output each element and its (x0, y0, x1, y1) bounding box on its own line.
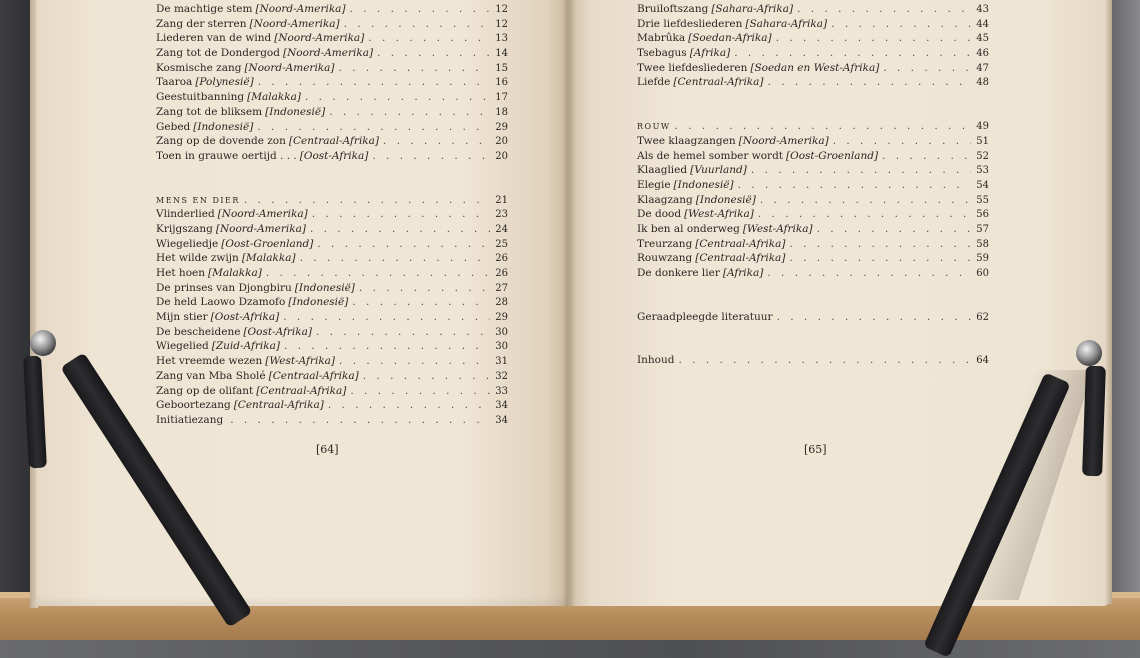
toc-page-number: 52 (976, 150, 989, 162)
toc-entry (156, 281, 508, 296)
dot-leader (883, 61, 971, 76)
section-title: ROUW (637, 122, 671, 132)
toc-region: [Noord-Amerika] (215, 222, 306, 235)
toc-title: De machtige stem (156, 3, 253, 15)
toc-entry (637, 310, 989, 325)
right-toc (637, 2, 989, 368)
dot-leader (283, 310, 490, 325)
toc-entry (637, 266, 989, 281)
toc-page-number: 23 (495, 209, 508, 221)
toc-region: [Indonesië] (294, 281, 355, 294)
dot-leader (316, 325, 490, 340)
dot-leader (789, 237, 971, 252)
dot-leader (678, 353, 971, 368)
toc-entry (637, 31, 989, 46)
toc-entry (637, 61, 989, 76)
toc-entry (156, 369, 508, 384)
toc-region: [West-Afrika] (265, 355, 336, 368)
toc-entry (156, 207, 508, 222)
dot-leader (372, 149, 490, 164)
toc-title: Ik ben al onderweg (637, 222, 740, 235)
dot-leader (339, 61, 490, 76)
toc-page-number: 59 (976, 253, 989, 265)
toc-entry (156, 120, 508, 135)
toc-region: [Indonesië] (265, 105, 326, 118)
toc-entry (156, 2, 508, 17)
dot-leader (317, 237, 490, 252)
toc-entry (156, 105, 508, 120)
toc-title: Het vreemde wezen (156, 355, 263, 368)
toc-title: Geraadpleegde literatuur (637, 310, 773, 323)
toc-title: De dood (637, 208, 682, 221)
toc-title: Klaaglied (637, 164, 688, 177)
toc-page-number: 30 (495, 326, 508, 338)
left-page-folio: [64] (316, 443, 339, 456)
dot-leader (368, 31, 490, 46)
toc-entry (156, 354, 508, 369)
toc-page-number: 12 (495, 18, 508, 30)
dot-leader (312, 207, 490, 222)
toc-region: [Indonesië] (193, 120, 254, 133)
toc-page-number: 14 (495, 48, 508, 60)
book-gutter (562, 0, 576, 606)
toc-region: [Noord-Amerika] (274, 32, 365, 45)
toc-region: [Soedan-Afrika] (688, 32, 772, 45)
dot-leader (329, 105, 490, 120)
dot-leader (817, 222, 971, 237)
toc-spacer (156, 164, 508, 193)
toc-title: De donkere lier (637, 267, 720, 279)
toc-entry (637, 17, 989, 32)
page-block-edge-right (1106, 0, 1112, 604)
dot-leader (777, 310, 971, 325)
toc-entry (156, 413, 508, 428)
toc-entry (156, 17, 508, 32)
toc-page-number: 43 (976, 4, 989, 15)
dot-leader (767, 266, 971, 281)
toc-page-number: 24 (495, 223, 508, 235)
toc-title: Rouwzang (637, 252, 693, 265)
toc-entry (637, 46, 989, 61)
dot-leader (738, 178, 971, 193)
toc-title: Zang op de dovende zon (156, 135, 286, 148)
toc-entry (156, 149, 508, 164)
dot-leader (244, 193, 490, 208)
toc-page-number: 20 (495, 136, 508, 148)
toc-title: Krijgszang (156, 222, 213, 235)
toc-entry (637, 149, 989, 164)
toc-region: [Malakka] (208, 267, 262, 279)
toc-region: [Oost-Afrika] (210, 311, 280, 324)
toc-region: [Indonesië] (673, 178, 734, 191)
toc-page-number: 47 (976, 62, 989, 74)
toc-region: [Centraal-Afrika] (695, 252, 786, 265)
toc-entry (156, 398, 508, 413)
toc-section-heading (156, 193, 508, 208)
toc-region: [Noord-Amerika] (244, 61, 335, 74)
toc-spacer (637, 281, 989, 310)
dot-leader (363, 369, 490, 384)
toc-page-number: 57 (976, 223, 989, 235)
toc-region: [Centraal-Afrika] (673, 76, 764, 89)
toc-page-number: 49 (976, 121, 989, 133)
left-toc-entries (156, 2, 508, 164)
dot-leader (760, 193, 971, 208)
toc-page-number: 25 (495, 238, 508, 250)
toc-entry (156, 295, 508, 310)
toc-title: Liefde (637, 76, 671, 89)
toc-page-number: 45 (976, 33, 989, 45)
toc-page-number: 17 (495, 92, 508, 104)
book-stand-right-post (1082, 366, 1106, 477)
toc-title: De held Laowo Dzamofo (156, 296, 286, 309)
toc-page-number: 60 (976, 268, 989, 279)
dot-leader (258, 75, 490, 90)
dot-leader (789, 251, 971, 266)
section-title: MENS EN DIER (156, 195, 240, 205)
toc-title: Toen in grauwe oertijd . . . (156, 149, 297, 162)
toc-title: Zang tot de bliksem (156, 105, 263, 118)
toc-title: Drie liefdesliederen (637, 17, 743, 30)
toc-entry (156, 90, 508, 105)
toc-entry (637, 75, 989, 90)
toc-page-number: 20 (495, 150, 508, 162)
toc-entry (637, 353, 989, 368)
toc-title: Als de hemel somber wordt (637, 149, 784, 162)
toc-title: Twee liefdesliederen (637, 61, 748, 74)
toc-page-number: 26 (495, 268, 508, 279)
toc-entry (156, 134, 508, 149)
toc-region: [Indonesië] (288, 296, 349, 309)
dot-leader (350, 2, 490, 17)
toc-page-number: 27 (495, 282, 508, 294)
toc-title: Wiegeliedje (156, 237, 219, 250)
dot-leader (352, 295, 490, 310)
toc-title: Wiegelied (156, 340, 209, 353)
toc-title: Treurzang (637, 237, 693, 250)
toc-page-number: 51 (976, 135, 989, 147)
dot-leader (284, 339, 490, 354)
toc-title: Inhoud (637, 354, 675, 367)
toc-title: Gebed (156, 120, 191, 133)
toc-page-number: 64 (976, 355, 989, 367)
dot-leader (305, 90, 490, 105)
toc-region: [Noord-Amerika] (249, 17, 340, 30)
toc-entry (156, 266, 508, 281)
toc-page-number: 29 (495, 312, 508, 324)
toc-entry (156, 237, 508, 252)
toc-entry (156, 46, 508, 61)
toc-page-number: 48 (976, 77, 989, 89)
toc-entry (156, 222, 508, 237)
toc-page-number: 44 (976, 18, 989, 30)
toc-title: Elegie (637, 178, 671, 191)
toc-entry (156, 31, 508, 46)
toc-page-number: 15 (495, 62, 508, 74)
right-page-folio: [65] (804, 443, 827, 456)
dot-leader (776, 31, 971, 46)
toc-page-number: 18 (495, 106, 508, 118)
dot-leader (734, 46, 971, 61)
dot-leader (230, 413, 490, 428)
toc-entry (156, 251, 508, 266)
toc-entry (156, 384, 508, 399)
toc-title: Zang van Mba Sholé (156, 369, 266, 382)
toc-title: Kosmische zang (156, 61, 242, 74)
toc-spacer (637, 324, 989, 353)
toc-entry (637, 178, 989, 193)
right-toc-entries (637, 2, 989, 90)
dot-leader (833, 134, 971, 149)
right-toc-section (637, 119, 989, 281)
toc-spacer (637, 90, 989, 119)
toc-entry (156, 339, 508, 354)
left-toc (156, 2, 508, 428)
toc-region: [Soedan en West-Afrika] (750, 61, 880, 74)
toc-entry (637, 251, 989, 266)
stand-knob-right (1076, 340, 1102, 366)
toc-section-heading (637, 119, 989, 134)
toc-title: Zang tot de Dondergod (156, 47, 280, 60)
toc-page-number: 46 (976, 48, 989, 60)
toc-region: [Noord-Amerika] (738, 134, 829, 147)
toc-page-number: 26 (495, 253, 508, 265)
toc-page-number: 29 (495, 121, 508, 133)
toc-region: [Zuid-Afrika] (211, 340, 280, 353)
dot-leader (758, 207, 971, 222)
toc-region: [Centraal-Afrika] (233, 399, 324, 412)
toc-title: Geboortezang (156, 399, 231, 412)
toc-region: [Oost-Afrika] (243, 325, 312, 338)
toc-page-number: 58 (976, 238, 989, 250)
toc-title: Zang der sterren (156, 17, 247, 30)
toc-page-number: 31 (495, 356, 508, 368)
toc-page-number: 33 (495, 385, 508, 397)
toc-region: [Oost-Groenland] (221, 237, 314, 250)
toc-page-number: 34 (495, 414, 508, 426)
dot-leader (257, 120, 490, 135)
toc-region: [Noord-Amerika] (217, 208, 308, 221)
toc-page-number: 12 (495, 4, 508, 15)
toc-title: Klaagzang (637, 193, 693, 206)
toc-title: De bescheidene (156, 325, 241, 338)
toc-entry (637, 222, 989, 237)
toc-entry (637, 207, 989, 222)
toc-title: Twee klaagzangen (637, 134, 736, 147)
toc-region: [West-Afrika] (742, 222, 813, 235)
dot-leader (328, 398, 490, 413)
dot-leader (350, 384, 490, 399)
toc-entry (156, 325, 508, 340)
dot-leader (377, 46, 490, 61)
left-toc-section (156, 193, 508, 428)
toc-entry (637, 193, 989, 208)
toc-region: [Malakka] (241, 252, 296, 265)
toc-page-number: 16 (495, 77, 508, 89)
toc-region: [Centraal-Afrika] (288, 135, 380, 148)
toc-region: [Afrika] (722, 267, 764, 279)
toc-region: [Malakka] (247, 91, 301, 104)
toc-region: [Noord-Amerika] (282, 47, 374, 60)
toc-region: [Afrika] (689, 47, 731, 60)
toc-title: Bruiloftszang (637, 3, 709, 15)
toc-page-number: 32 (495, 370, 508, 382)
toc-title: Vlinderlied (156, 208, 215, 221)
toc-region: [Oost-Groenland] (786, 149, 879, 162)
right-toc-contents (637, 353, 989, 368)
toc-title: Zang op de olifant (156, 384, 254, 397)
toc-region: [Sahara-Afrika] (745, 17, 828, 30)
toc-entry (156, 75, 508, 90)
toc-region: [Centraal-Afrika] (256, 384, 347, 397)
toc-title: Geestuitbanning (156, 91, 245, 104)
dot-leader (310, 222, 490, 237)
dot-leader (266, 266, 490, 281)
toc-region: [Centraal-Afrika] (268, 369, 359, 382)
toc-title: Taaroa (156, 76, 193, 89)
toc-region: [Noord-Amerika] (255, 3, 346, 15)
toc-page-number: 62 (976, 311, 989, 323)
dot-leader (344, 17, 490, 32)
dot-leader (751, 163, 971, 178)
toc-page-number: 56 (976, 209, 989, 221)
toc-entry (637, 237, 989, 252)
dot-leader (359, 281, 490, 296)
toc-page-number: 21 (495, 194, 508, 206)
toc-page-number: 28 (495, 297, 508, 309)
toc-title: Het wilde zwijn (156, 252, 239, 265)
toc-page-number: 13 (495, 33, 508, 45)
toc-entry (156, 61, 508, 76)
toc-page-number: 34 (495, 400, 508, 412)
dot-leader (383, 134, 490, 149)
dot-leader (797, 2, 971, 17)
dot-leader (675, 119, 971, 134)
toc-region: [Oost-Afrika] (299, 149, 369, 162)
stand-knob-left (30, 330, 56, 356)
toc-region: [Polynesië] (195, 76, 254, 89)
toc-page-number: 54 (976, 179, 989, 191)
toc-page-number: 30 (495, 341, 508, 353)
toc-region: [West-Afrika] (684, 208, 754, 221)
toc-entry (156, 310, 508, 325)
toc-title: Initiatiezang (156, 413, 224, 426)
toc-entry (637, 134, 989, 149)
toc-title: Tsebagus (637, 47, 687, 60)
toc-region: [Centraal-Afrika] (695, 237, 786, 250)
dot-leader (339, 354, 490, 369)
dot-leader (768, 75, 971, 90)
toc-region: [Indonesië] (695, 193, 756, 206)
toc-page-number: 55 (976, 194, 989, 206)
toc-title: Mijn stier (156, 311, 208, 324)
dot-leader (300, 251, 490, 266)
toc-title: Het hoen (156, 267, 205, 279)
toc-title: Liederen van de wind (156, 32, 272, 45)
toc-title: Mabrûka (637, 32, 686, 45)
toc-region: [Vuurland] (690, 164, 747, 177)
right-toc-literature (637, 310, 989, 325)
dot-leader (882, 149, 971, 164)
dot-leader (831, 17, 971, 32)
toc-entry (637, 2, 989, 17)
toc-page-number: 53 (976, 165, 989, 177)
toc-region: [Sahara-Afrika] (711, 3, 794, 15)
toc-title: De prinses van Djongbiru (156, 281, 292, 294)
toc-entry (637, 163, 989, 178)
